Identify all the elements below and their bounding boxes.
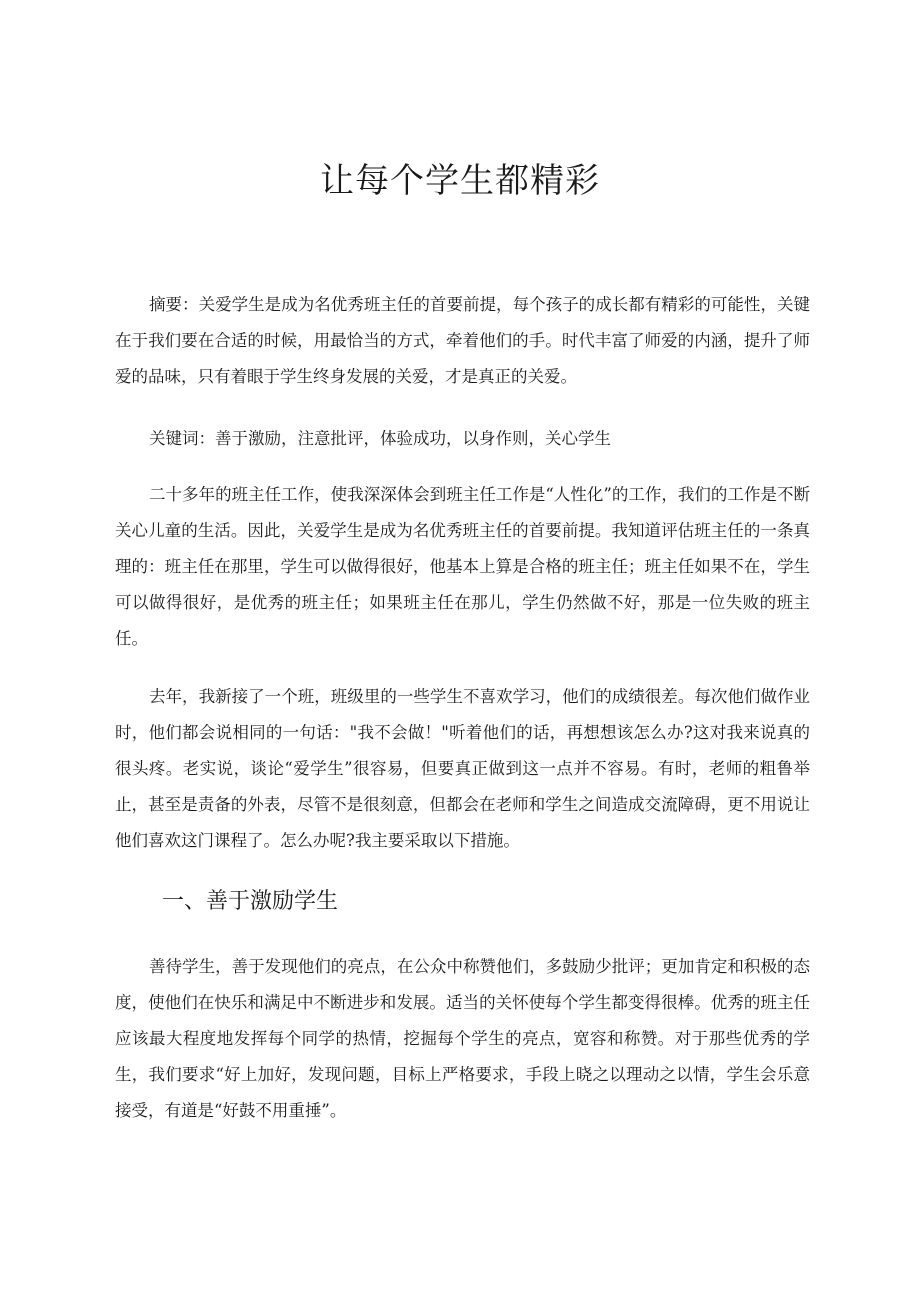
- keywords-paragraph: 关键词：善于激励，注意批评，体验成功，以身作则，关心学生: [149, 429, 611, 448]
- body-paragraph: 去年，我新接了一个班，班级里的一些学生不喜欢学习，他们的成绩很差。每次他们做作业时，他们都会说相同的一句话："我不会做！"听着他们的话，再想想该怎么办?这对我来说真的很头疼。老实说，谈论“爱学生”很容易，但要真正做到这一点并不容易。有时，老师的粗鲁举止，甚至是责备的外表，尽管不是很刻意，但都会在老师和学生之间造成交流障碍，更不用说让他们喜欢这门课程了。怎么办呢?我主要采取以下措施。: [115, 687, 810, 850]
- document-title: 让每个学生都精彩: [320, 161, 600, 201]
- section-heading: 一、善于激励学生: [162, 889, 339, 914]
- abstract-paragraph: 摘要：关爱学生是成为名优秀班主任的首要前提，每个孩子的成长都有精彩的可能性，关键在于我们要在合适的时候，用最恰当的方式，牵着他们的手。时代丰富了师爱的内涵，提升了师爱的品味，只有着眼于学生终身发展的关爱，才是真正的关爱。: [115, 295, 810, 386]
- section-paragraph: 善待学生，善于发现他们的亮点，在公众中称赞他们，多鼓励少批评；更加肯定和积极的态度，使他们在快乐和满足中不断进步和发展。适当的关怀使每个学生都变得很棒。优秀的班主任应该最大程度地发挥每个同学的热情，挖掘每个学生的亮点，宽容和称赞。对于那些优秀的学生，我们要求“好上加好，发现问题，目标上严格要求，手段上晓之以理动之以情，学生会乐意接受，有道是“好鼓不用重捶”。: [115, 957, 810, 1120]
- body-paragraph: 二十多年的班主任工作，使我深深体会到班主任工作是“人性化”的工作，我们的工作是不断关心儿童的生活。因此，关爱学生是成为名优秀班主任的首要前提。我知道评估班主任的一条真理的：班主任在那里，学生可以做得很好，他基本上算是合格的班主任；班主任如果不在，学生可以做得很好，是优秀的班主任；如果班主任在那儿，学生仍然做不好，那是一位失败的班主任。: [115, 485, 810, 648]
